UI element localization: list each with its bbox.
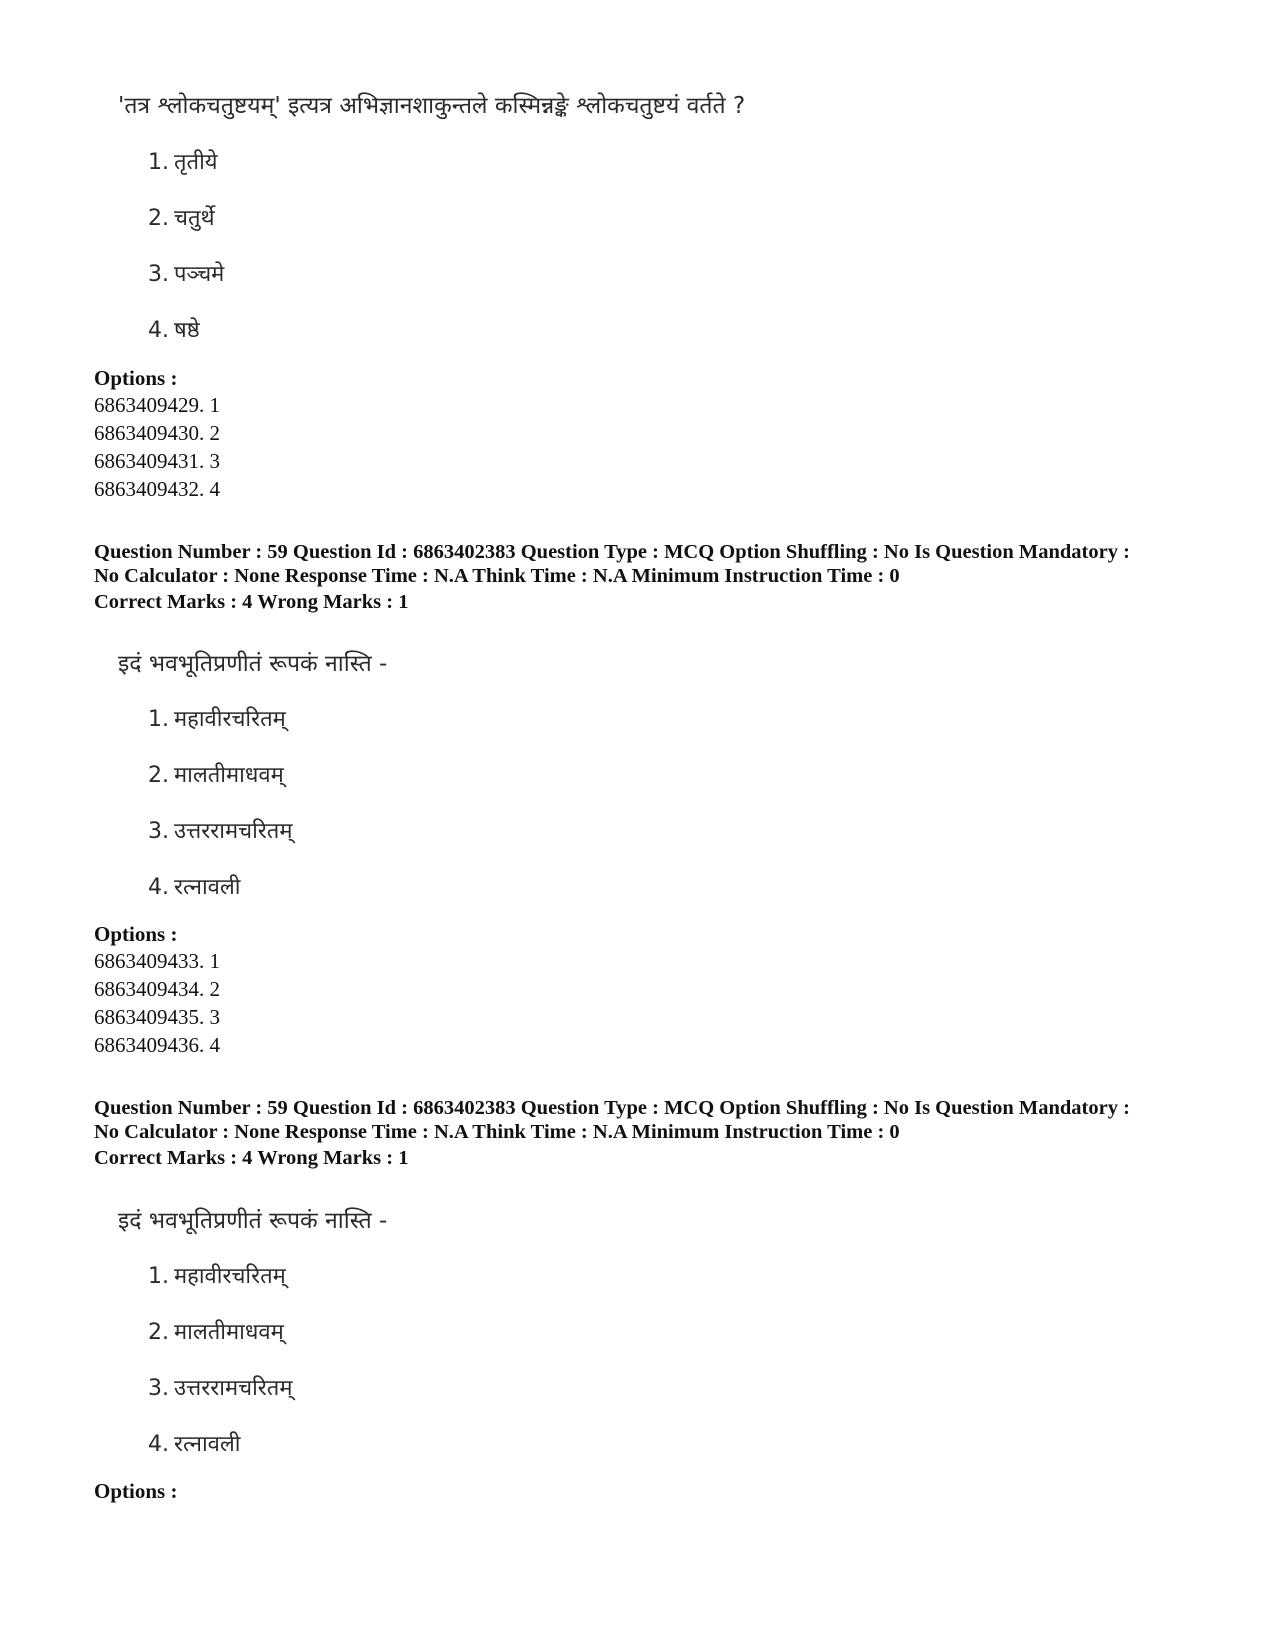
choice-number: 3. xyxy=(148,262,169,287)
choice-number: 4. xyxy=(148,318,169,343)
choice-text: रत्नावली xyxy=(174,1432,241,1457)
question-meta-line-2: No Calculator : None Response Time : N.A Think Time : N.A Minimum Instruction Time : 0 xyxy=(94,565,900,587)
choice-3 xyxy=(148,258,224,288)
choice-4 xyxy=(148,314,200,344)
choice-1 xyxy=(148,1260,286,1290)
choice-text: महावीरचरितम् xyxy=(174,707,286,732)
choice-2 xyxy=(148,1316,284,1346)
marks-line: Correct Marks : 4 Wrong Marks : 1 xyxy=(94,1147,409,1169)
marks-line: Correct Marks : 4 Wrong Marks : 1 xyxy=(94,591,409,613)
choice-number: 2. xyxy=(148,206,169,231)
options-label: Options : xyxy=(94,922,178,946)
question-meta-line-1: Question Number : 59 Question Id : 6863402383 Question Type : MCQ Option Shuffling : No Is Question Mandatory : xyxy=(94,541,1130,563)
option-id-line: 6863409430. 2 xyxy=(94,421,220,445)
question-meta-line-1: Question Number : 59 Question Id : 6863402383 Question Type : MCQ Option Shuffling : No Is Question Mandatory : xyxy=(94,1097,1130,1119)
options-label: Options : xyxy=(94,1479,178,1503)
option-id-line: 6863409436. 4 xyxy=(94,1033,220,1057)
choice-text: पञ्चमे xyxy=(174,262,225,287)
option-id-line: 6863409434. 2 xyxy=(94,977,220,1001)
question-text: 'तत्र श्लोकचतुष्टयम्' इत्यत्र अभिज्ञानशाकुन्तले कस्मिन्नङ्के श्लोकचतुष्टयं वर्तते ? xyxy=(118,93,746,119)
choice-number: 4. xyxy=(148,875,169,900)
choice-3 xyxy=(148,1372,292,1402)
question-meta xyxy=(94,540,1194,588)
choice-number: 2. xyxy=(148,1320,169,1345)
option-id-line: 6863409435. 3 xyxy=(94,1005,220,1029)
choice-3 xyxy=(148,815,292,845)
choice-text: तृतीये xyxy=(174,150,218,175)
choice-1 xyxy=(148,703,286,733)
choice-2 xyxy=(148,202,215,232)
choice-text: चतुर्थे xyxy=(174,206,215,231)
options-label: Options : xyxy=(94,366,178,390)
choice-number: 2. xyxy=(148,763,169,788)
choice-text: रत्नावली xyxy=(174,875,241,900)
choice-text: उत्तररामचरितम् xyxy=(174,1376,293,1401)
choice-1 xyxy=(148,146,218,176)
option-id-line: 6863409433. 1 xyxy=(94,949,220,973)
question-text: इदं भवभूतिप्रणीतं रूपकं नास्ति - xyxy=(118,1208,388,1234)
choice-number: 3. xyxy=(148,1376,169,1401)
choice-text: उत्तररामचरितम् xyxy=(174,819,293,844)
option-id-line: 6863409429. 1 xyxy=(94,393,220,417)
choice-number: 1. xyxy=(148,707,169,732)
choice-number: 3. xyxy=(148,819,169,844)
choice-text: मालतीमाधवम् xyxy=(174,763,284,788)
option-id-line: 6863409432. 4 xyxy=(94,477,220,501)
question-meta xyxy=(94,1096,1194,1144)
choice-number: 4. xyxy=(148,1432,169,1457)
option-id-line: 6863409431. 3 xyxy=(94,449,220,473)
choice-number: 1. xyxy=(148,1264,169,1289)
choice-4 xyxy=(148,871,241,901)
choice-2 xyxy=(148,759,284,789)
choice-text: महावीरचरितम् xyxy=(174,1264,286,1289)
choice-text: षष्ठे xyxy=(174,318,200,343)
choice-text: मालतीमाधवम् xyxy=(174,1320,284,1345)
choice-4 xyxy=(148,1428,241,1458)
choice-number: 1. xyxy=(148,150,169,175)
question-text: इदं भवभूतिप्रणीतं रूपकं नास्ति - xyxy=(118,651,388,677)
question-meta-line-2: No Calculator : None Response Time : N.A Think Time : N.A Minimum Instruction Time : 0 xyxy=(94,1121,900,1143)
